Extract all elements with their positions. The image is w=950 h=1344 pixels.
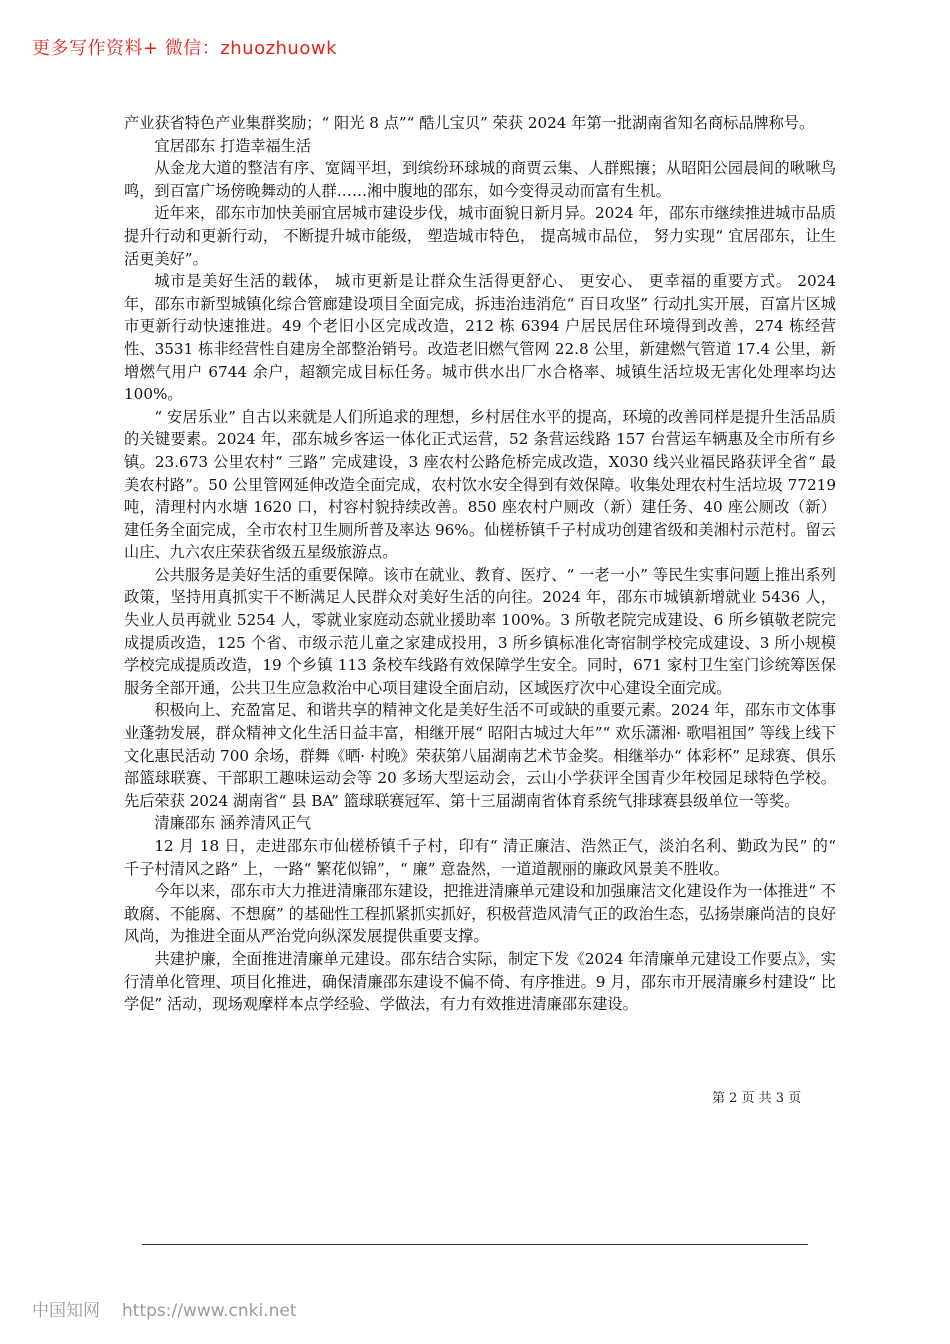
cnki-url[interactable]: https://www.cnki.net: [122, 1301, 297, 1321]
paragraph: 今年以来，邵东市大力推进清廉邵东建设，把推进清廉单元建设和加强廉洁文化建设作为一体推进“ 不敢腐、不能腐、不想腐” 的基础性工程抓紧抓实抓好，积极营造风清气正的政治生态，弘扬崇廉尚洁的良好风尚，为推进全面从严治党向纵深发展提供重要支撑。: [124, 882, 836, 946]
promo-watermark: 更多写作资料+ 微信：zhuozhuowk: [32, 38, 338, 59]
document-body: [124, 112, 836, 1016]
paragraph: 产业获省特色产业集群奖励；“ 阳光 8 点”“ 酷儿宝贝” 荣获 2024 年第一批湖南省知名商标品牌称号。: [124, 114, 815, 132]
paragraph: 公共服务是美好生活的重要保障。该市在就业、教育、医疗、“ 一老一小” 等民生实事问题上推出系列政策，坚持用真抓实干不断满足人民群众对美好生活的向往。2024 年，邵东市城镇新增就业 5436 人，失业人员再就业 5254 人，零就业家庭动态就业援助率 100%。3 所敬老院完成建设、6 所乡镇敬老院完成提质改造，125 个省、市级示范儿童之家建成投用，3 所乡镇标准化寄宿制学校完成建设、3 所小规模学校完成提质改造，19 个乡镇 113 条校车线路有效保障学生安全。同时，671 家村卫生室门诊统筹医保服务全部开通，公共卫生应急救治中心项目建设全面启动，区域医疗次中心建设全面完成。: [124, 565, 836, 697]
paragraph: 积极向上、充盈富足、和谐共享的精神文化是美好生活不可或缺的重要元素。2024 年，邵东市文体事业蓬勃发展，群众精神文化生活日益丰富，相继开展“ 昭阳古城过大年”“ 欢乐潇湘· 歌唱祖国” 等线上线下文化惠民活动 700 余场，群舞《晒· 村晚》荣获第八届湖南艺术节金奖。相继举办“ 体彩杯” 足球赛、俱乐部篮球联赛、干部职工趣味运动会等 20 多场大型运动会，云山小学获评全国青少年校园足球特色学校。先后荣获 2024 湖南省“ 县 BA” 篮球联赛冠军、第十三届湖南省体育系统气排球赛县级单位一等奖。: [124, 701, 836, 810]
section-heading: 清廉邵东 涵养清风正气: [154, 814, 312, 833]
paragraph: 近年来，邵东市加快美丽宜居城市建设步伐，城市面貌日新月异。2024 年，邵东市继续推进城市品质提升行动和更新行动， 不断提升城市能级， 塑造城市特色， 提高城市品位， 努力实现“ 宜居邵东，让生活更美好”。: [124, 204, 836, 268]
cnki-logo-text: 中国知网: [32, 1301, 100, 1321]
paragraph: 12 月 18 日，走进邵东市仙槎桥镇千子村，印有“ 清正廉洁、浩然正气，淡泊名利、勤政为民” 的“ 千子村清风之路” 上，一路“ 繁花似锦”，“ 廉” 意盎然，一道道靓丽的廉政风景美不胜收。: [124, 837, 836, 878]
paragraph: 共建护廉，全面推进清廉单元建设。邵东结合实际，制定下发《2024 年清廉单元建设工作要点》，实行清单化管理、项目化推进，确保清廉邵东建设不偏不倚、有序推进。9 月，邵东市开展清廉乡村建设“ 比学促” 活动，现场观摩样本点学经验、学做法，有力有效推进清廉邵东建设。: [124, 949, 836, 1014]
paragraph: “ 安居乐业” 自古以来就是人们所追求的理想，乡村居住水平的提高，环境的改善同样是提升生活品质的关键要素。2024 年，邵东城乡客运一体化正式运营，52 条营运线路 157 台营运车辆惠及全市所有乡镇。23.673 公里农村“ 三路” 完成建设，3 座农村公路危桥完成改造，X030 线兴业福民路获评全省“ 最美农村路”。50 公里管网延伸改造全面完成，农村饮水安全得到有效保障。收集处理农村生活垃圾 77219 吨，清理村内水塘 1620 口，村容村貌持续改善。850 座农村户厕改（新）建任务、40 座公厕改（新）建任务全面完成，全市农村卫生厕所普及率达 96%。仙槎桥镇千子村成功创建省级和美湘村示范村。留云山庄、九六农庄荣获省级五星级旅游点。: [124, 407, 836, 562]
page-number: 第 2 页 共 3 页: [712, 1091, 802, 1106]
paragraph: 从金龙大道的整洁有序、宽阔平坦，到缤纷环球城的商贾云集、人群熙攘；从昭阳公园晨间的啾啾鸟鸣，到百富广场傍晚舞动的人群……湘中腹地的邵东，如今变得灵动而富有生机。: [124, 159, 836, 200]
footer-divider: [142, 1244, 808, 1245]
footer-brand: [32, 1296, 296, 1321]
paragraph: 城市是美好生活的载体， 城市更新是让群众生活得更舒心、 更安心、 更幸福的重要方式。 2024 年，邵东市新型城镇化综合管廊建设项目全面完成，拆违治违消危“ 百日攻坚” 行动扎实开展，百富片区城市更新行动快速推进。49 个老旧小区完成改造，212 栋 6394 户居民居住环境得到改善，274 栋经营性、3531 栋非经营性自建房全部整治销号。改造老旧燃气管网 22.8 公里，新建燃气管道 17.4 公里，新增燃气用户 6744 余户，超额完成目标任务。城市供水出厂水合格率、城镇生活垃圾无害化处理率均达 100%。: [124, 272, 836, 404]
section-heading: 宜居邵东 打造幸福生活: [154, 136, 312, 155]
